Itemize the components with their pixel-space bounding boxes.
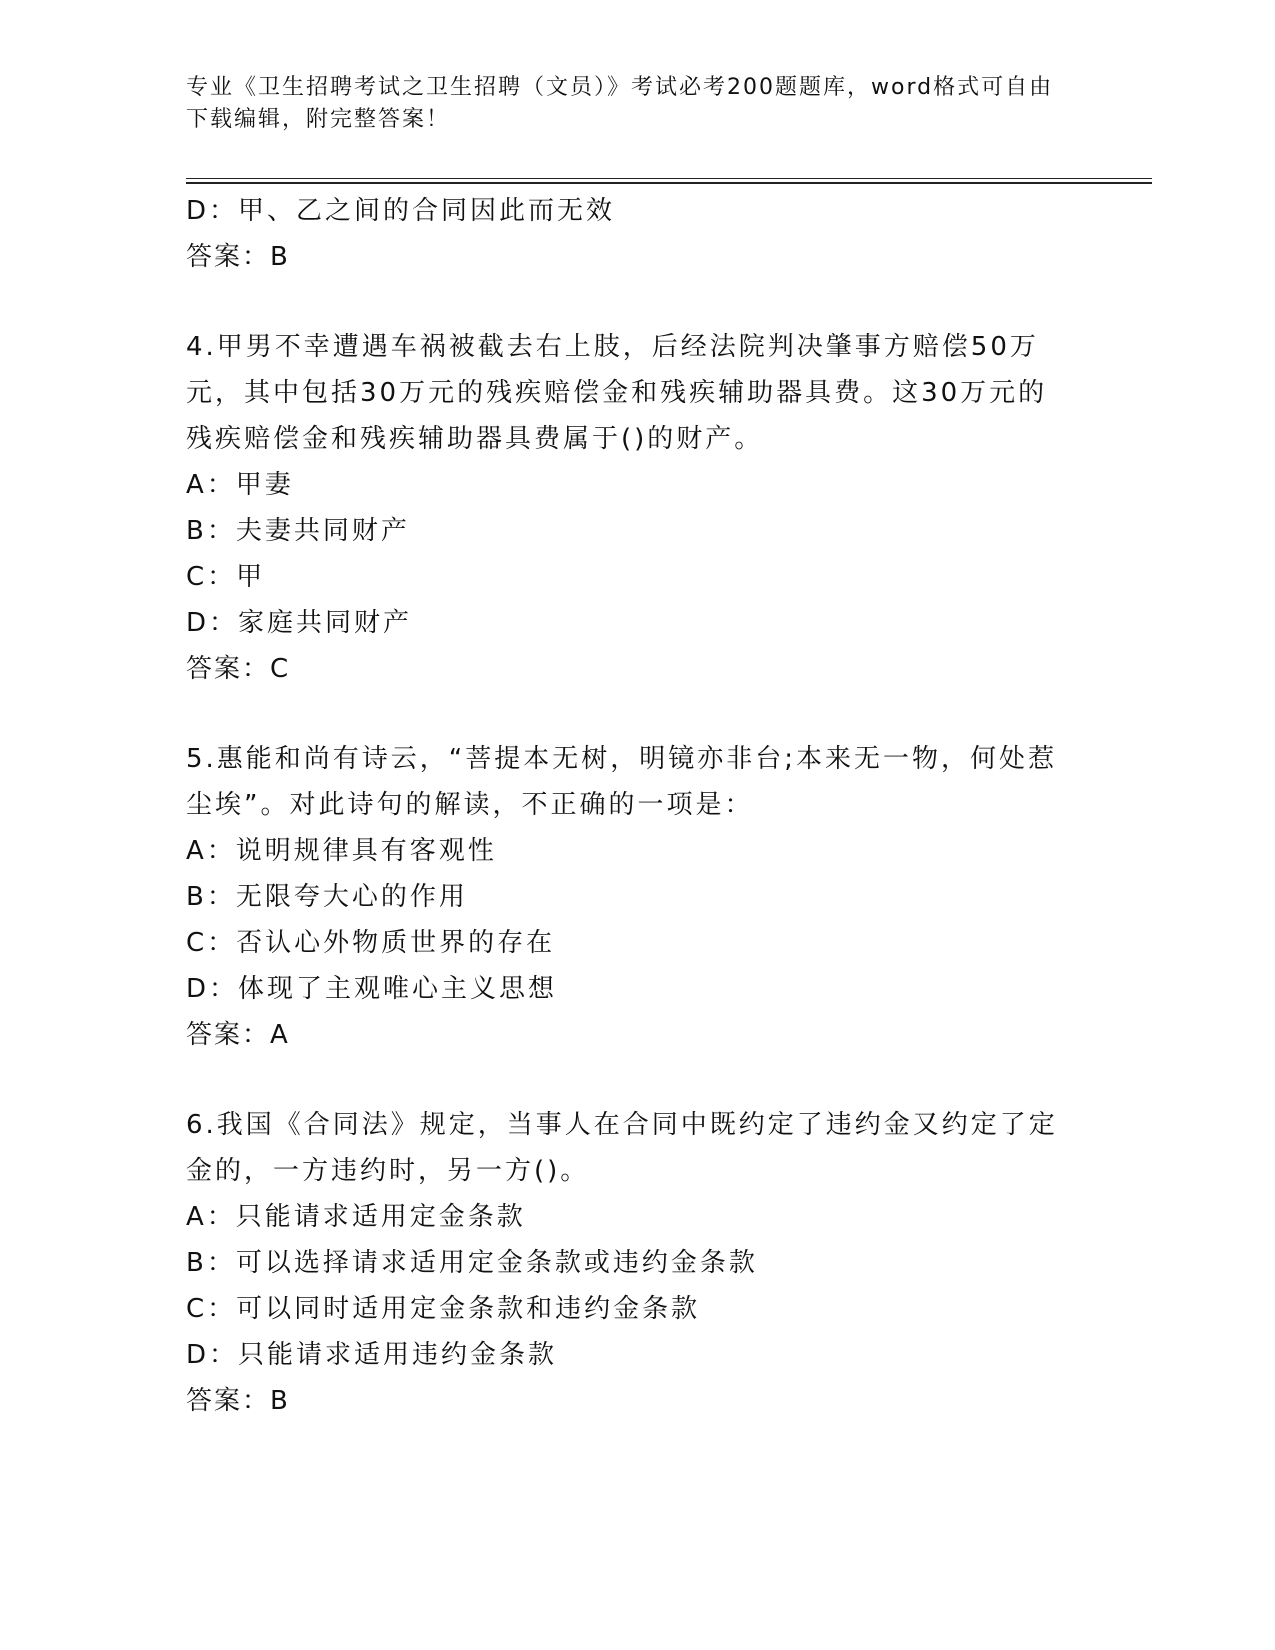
header-divider-thick	[186, 182, 1152, 184]
option-c: C：甲	[186, 562, 266, 592]
question-6	[186, 1102, 1086, 1424]
page-header: 专业《卫生招聘考试之卫生招聘（文员）》考试必考200题题库，word格式可自由下载编辑，附完整答案！	[186, 75, 1054, 132]
prev-answer: 答案：B	[186, 242, 290, 272]
option-a: A：说明规律具有客观性	[186, 836, 497, 866]
option-a: A：只能请求适用定金条款	[186, 1202, 526, 1232]
document-body	[186, 188, 1086, 1424]
prev-option-d: D：甲、乙之间的合同因此而无效	[186, 196, 616, 226]
question-stem: 4.甲男不幸遭遇车祸被截去右上肢，后经法院判决肇事方赔偿50万元，其中包括30万元的残疾赔偿金和残疾辅助器具费。这30万元的残疾赔偿金和残疾辅助器具费属于()的财产。	[186, 332, 1048, 454]
option-c: C：可以同时适用定金条款和违约金条款	[186, 1294, 701, 1324]
option-a: A：甲妻	[186, 470, 294, 500]
answer: 答案：C	[186, 654, 291, 684]
option-b: B：无限夸大心的作用	[186, 882, 468, 912]
option-b: B：夫妻共同财产	[186, 516, 410, 546]
answer: 答案：A	[186, 1020, 290, 1050]
option-d: D：家庭共同财产	[186, 608, 413, 638]
question-4	[186, 324, 1086, 692]
answer: 答案：B	[186, 1386, 290, 1416]
option-d: D：体现了主观唯心主义思想	[186, 974, 558, 1004]
option-c: C：否认心外物质世界的存在	[186, 928, 556, 958]
question-stem: 5.惠能和尚有诗云，“菩提本无树，明镜亦非台;本来无一物，何处惹尘埃”。对此诗句的解读，不正确的一项是：	[186, 744, 1058, 820]
header-divider-thin	[186, 178, 1152, 179]
option-b: B：可以选择请求适用定金条款或违约金条款	[186, 1248, 758, 1278]
question-stem: 6.我国《合同法》规定，当事人在合同中既约定了违约金又约定了定金的，一方违约时，另一方()。	[186, 1110, 1058, 1186]
question-5	[186, 736, 1086, 1058]
option-d: D：只能请求适用违约金条款	[186, 1340, 558, 1370]
